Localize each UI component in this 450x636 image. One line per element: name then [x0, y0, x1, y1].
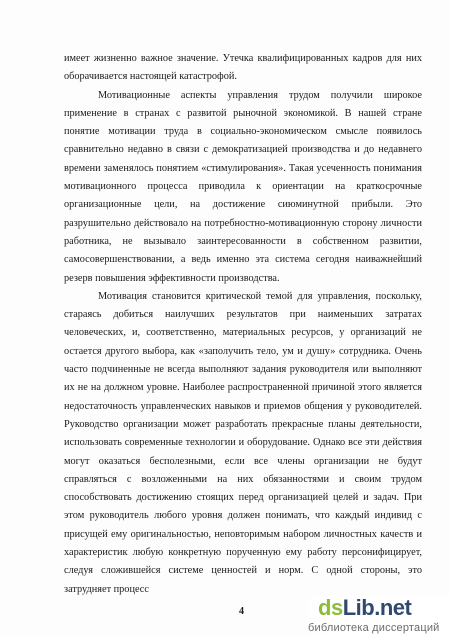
text-line: Мотивационные аспекты управления трудом получили широкое	[98, 89, 422, 101]
text-line: выполняют их не на должном уровне. Наиболее распространенной причиной	[64, 364, 422, 394]
page-number: 4	[239, 606, 244, 617]
text-line: планы деятельности, использовать современные технологии и оборудование.	[64, 418, 422, 449]
text-line: наиважнейший резерв повышения эффективности производства.	[64, 254, 422, 284]
body-text	[64, 50, 422, 599]
text-line: Очень часто подчиненные не всегда выполняют задания руководителя или	[64, 345, 422, 376]
watermark	[298, 595, 450, 636]
text-line: каждый индивид с присущей ему оригинальностью, неповторимым набором	[64, 510, 423, 540]
watermark-logo-dot: .	[374, 595, 380, 620]
watermark-logo-part-lib: Lib	[342, 595, 375, 620]
text-line: развитии, самосовершенствовании, а ведь именно эта система сегодня	[64, 235, 422, 266]
text-line: Однако все эти действия могут оказаться бесполезными, если все члены	[64, 437, 423, 467]
text-line: сторону личности работника, не вызывало заинтересованности в собственном	[64, 217, 422, 247]
watermark-logo	[318, 595, 411, 621]
text-line: усеченность понимания мотивационного процесса приводила к ориентации	[64, 162, 423, 193]
watermark-logo-part-ds: ds	[318, 595, 343, 620]
text-line: работу персонифицирует, следуя сложившейся системе ценностей и норм. С	[64, 547, 423, 577]
text-line: остается другого выбора, как «заполучить тело, ум и душу» сотрудника.	[64, 345, 391, 357]
paragraph	[64, 87, 422, 288]
text-line: Мотивация становится критической темой для управления, поскольку,	[98, 290, 422, 302]
text-line: целей и задач. При этом руководитель любого уровня должен понимать, что	[64, 492, 423, 522]
watermark-logo-part-net: net	[379, 595, 412, 620]
text-line: своим трудом способствовать достижению стоящих перед организацией	[64, 473, 422, 504]
paragraph	[64, 50, 422, 87]
text-line: одной стороны, это затрудняет процесс	[64, 565, 422, 595]
text-line: недавнего времени заменялось понятием «стимулирования». Такая	[64, 144, 423, 174]
watermark-subtitle: библиотека диссертаций	[308, 622, 440, 634]
text-line: сравнительно недавно в связи с демократизацией производства и до	[64, 144, 375, 156]
text-line: них оборачивается настоящей катастрофой.	[64, 53, 422, 83]
text-line: человеческих, и, соответственно, материальных ресурсов, у организаций не	[64, 327, 422, 339]
text-line: понятие мотивации труда в социально-экономическом смысле появилось	[64, 126, 422, 138]
text-line: у руководителей. Руководство организации может разработать прекрасные	[64, 400, 422, 430]
text-line: этого является недостаточность управленческих навыков и приемов общения	[64, 382, 422, 412]
text-line: применение в странах с развитой рыночной экономикой. В нашей стране	[64, 107, 422, 119]
text-line: на краткосрочные организационные цели, на достижение сиюминутной	[64, 181, 422, 211]
text-line: личностных качеств и характеристик любую конкретную порученную ему	[64, 528, 423, 559]
text-line: имеет жизненно важное значение. Утечка квалифицированных кадров для	[64, 53, 402, 64]
text-line: стараясь добиться наилучших результатов при наименьших затратах	[64, 309, 422, 321]
text-line: прибыли. Это разрушительно действовало на потребностно-мотивационную	[64, 199, 423, 229]
text-line: организации не будут справляться с возложенными на них обязанностями и	[64, 455, 423, 485]
paragraph	[64, 288, 422, 599]
